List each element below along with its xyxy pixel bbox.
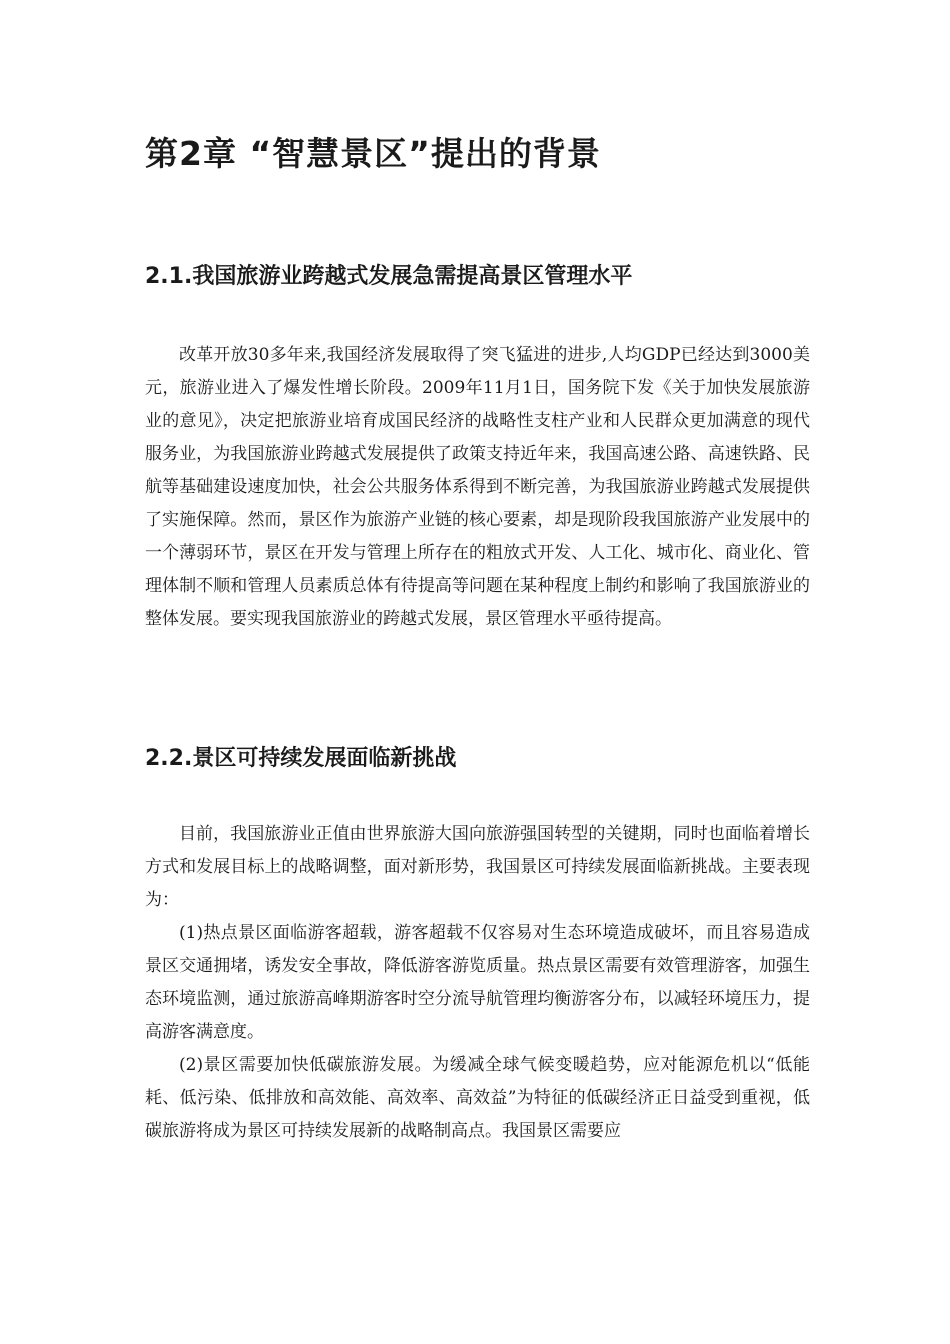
section-2-1-body xyxy=(145,339,810,636)
section-heading-2-1: 2.1.我国旅游业跨越式发展急需提高景区管理水平 xyxy=(145,264,633,289)
paragraph: (2)景区需要加快低碳旅游发展。为缓减全球气候变暖趋势，应对能源危机以“低能耗、低污染、低排放和高效能、高效率、高效益”为特征的低碳经济正日益受到重视，低碳旅游将成为景区可持续发展新的战略制高点。我国景区需要应 xyxy=(145,1055,810,1141)
section-heading-2-2: 2.2.景区可持续发展面临新挑战 xyxy=(145,746,457,771)
chapter-title: 第2章 “智慧景区”提出的背景 xyxy=(145,134,601,173)
paragraph: 目前，我国旅游业正值由世界旅游大国向旅游强国转型的关键期，同时也面临着增长方式和发展目标上的战略调整，面对新形势，我国景区可持续发展面临新挑战。主要表现为： xyxy=(145,824,810,910)
paragraph: (1)热点景区面临游客超载，游客超载不仅容易对生态环境造成破坏，而且容易造成景区交通拥堵，诱发安全事故，降低游客游览质量。热点景区需要有效管理游客，加强生态环境监测，通过旅游高峰期游客时空分流导航管理均衡游客分布，以减轻环境压力，提高游客满意度。 xyxy=(145,923,810,1042)
section-2-2-body xyxy=(145,818,810,1148)
paragraph: 改革开放30多年来,我国经济发展取得了突飞猛进的进步,人均GDP已经达到3000美元，旅游业进入了爆发性增长阶段。2009年11月1日，国务院下发《关于加快发展旅游业的意见》，决定把旅游业培育成国民经济的战略性支柱产业和人民群众更加满意的现代服务业，为我国旅游业跨越式发展提供了政策支持近年来，我国高速公路、高速铁路、民航等基础建设速度加快，社会公共服务体系得到不断完善，为我国旅游业跨越式发展提供了实施保障。然而，景区作为旅游产业链的核心要素，却是现阶段我国旅游产业发展中的一个薄弱环节，景区在开发与管理上所存在的粗放式开发、人工化、城市化、商业化、管理体制不顺和管理人员素质总体有待提高等问题在某种程度上制约和影响了我国旅游业的整体发展。要实现我国旅游业的跨越式发展，景区管理水平亟待提高。 xyxy=(145,345,810,629)
